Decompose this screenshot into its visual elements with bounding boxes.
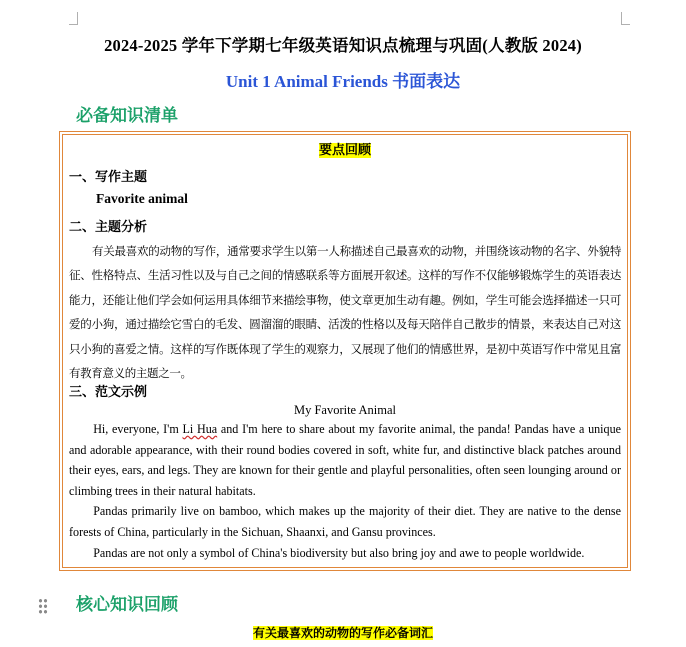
- essay-paragraph-3: Pandas are not only a symbol of China's biodiversity but also bring joy and awe to people worldwide.: [93, 545, 585, 560]
- section-heading-core: 核心知识回顾: [76, 595, 178, 615]
- sample-essay-heading: 三、范文示例: [69, 385, 148, 400]
- key-points-box: [62, 134, 628, 568]
- essay-title: My Favorite Animal: [293, 403, 397, 417]
- section-heading-essential: 必备知识清单: [76, 106, 178, 126]
- vocabulary-heading: 有关最喜欢的动物的写作必备词汇: [252, 626, 433, 640]
- drag-handle-icon[interactable]: [38, 598, 48, 614]
- essay-paragraph-2: Pandas primarily live on bamboo, which makes up the majority of their diet. They are native to the dense forests of China, particularly in the Sichuan, Shaanxi, and Gansu provinces.: [69, 504, 621, 539]
- page-corner-mark-right: [621, 12, 630, 25]
- writing-topic-heading: 一、写作主题: [69, 170, 148, 185]
- writing-topic: Favorite animal: [96, 191, 188, 206]
- essay-p1-start: Hi, everyone, I'm: [93, 422, 183, 436]
- document-subtitle: Unit 1 Animal Friends 书面表达: [225, 72, 461, 91]
- key-points-heading-wrap: [63, 139, 627, 158]
- essay-paragraph-1: [69, 419, 621, 501]
- page-corner-mark-left: [69, 12, 78, 25]
- topic-analysis-heading: 二、主题分析: [69, 220, 148, 235]
- topic-analysis-text: 有关最喜欢的动物的写作，通常要求学生以第一人称描述自己最喜欢的动物，并围绕该动物的名字、外貌特征、性格特点、生活习性以及与自己之间的情感联系等方面展开叙述。这样的写作不仅能够锻炼学生的英语表达能力，还能让他们学会如何运用具体细节来描绘事物，使文章更加生动有趣。例如，学生可能会选择描述一只可爱的小狗，通过描绘它雪白的毛发、圆溜溜的眼睛、活泼的性格以及每天陪伴自己散步的情景，来表达自己对这只小狗的喜爱之情。这样的写作既体现了学生的观察力，又展现了他们的情感世界，是初中英语写作中常见且富有教育意义的主题之一。: [69, 244, 621, 381]
- essay-body: [69, 419, 621, 563]
- document-title: 2024-2025 学年下学期七年级英语知识点梳理与巩固(人教版 2024): [104, 36, 582, 55]
- key-points-heading: 要点回顾: [318, 143, 371, 158]
- vocabulary-heading-wrap: [0, 624, 686, 641]
- essay-p1-rest: and I'm here to share about my favorite animal, the panda! Pandas have a unique and adorable appearance, with their round bodies covered in soft, white fur, and distinctive black patches around their eyes, ears, and legs. They are known for their gentle and playful personalities, often seen lounging around or climbing trees in their natural habitats.: [69, 422, 621, 498]
- spellcheck-flagged-name[interactable]: Li Hua: [182, 422, 218, 436]
